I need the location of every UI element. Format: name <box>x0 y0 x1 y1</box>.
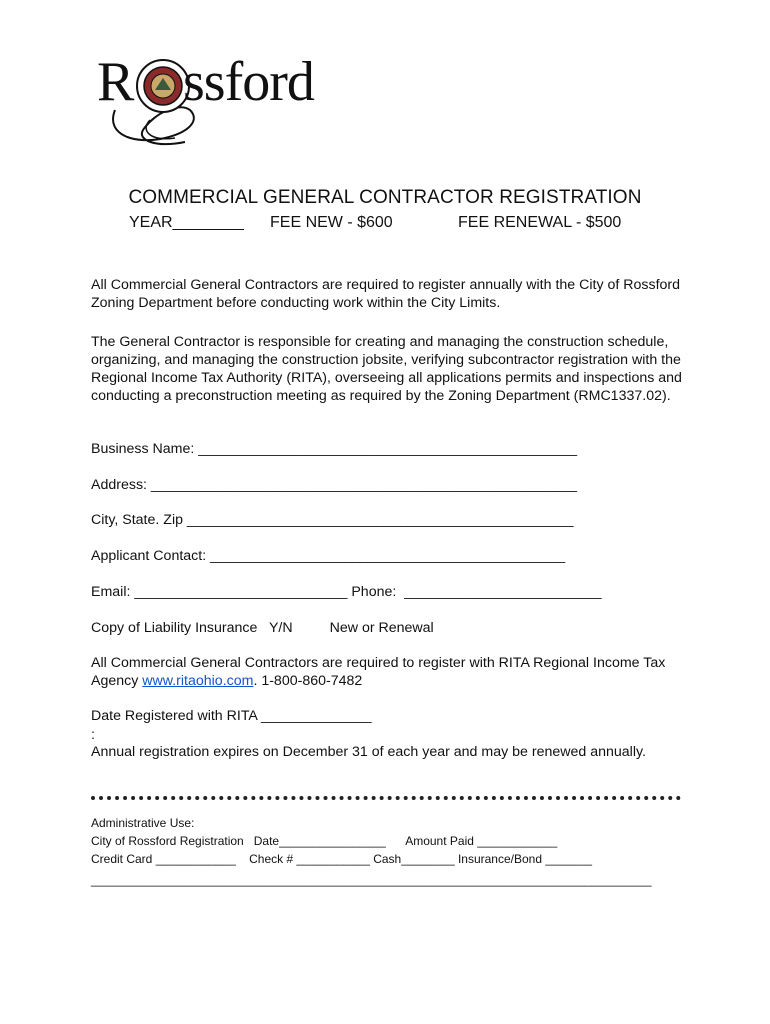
page-title: COMMERCIAL GENERAL CONTRACTOR REGISTRATION <box>128 187 642 208</box>
business-name-field: Business Name: ________________________________________________ <box>91 441 577 457</box>
phone-field: Phone: _________________________ <box>347 584 602 600</box>
admin-payment-line: Credit Card ____________ Check # ___________ Cash________ Insurance/Bond _______ <box>91 852 593 866</box>
logo-initial: R <box>97 51 134 113</box>
fee-renewal: FEE RENEWAL - $500 <box>458 214 622 231</box>
responsibility-paragraph: The General Contractor is responsible for creating and managing the construction schedule, organizing, and managing the construction jobsite, verifying subcontractor registration with the Regional Income Tax Authority (RITA), overseeing all applications permits and inspections and conducting a preconstruction meeting as required by the Zoning Department (RMC1337.02). <box>91 334 682 404</box>
city-state-zip-field: City, State. Zip _________________________________________________ <box>91 512 574 528</box>
new-or-renewal-label: New or Renewal <box>329 620 434 636</box>
expiry-paragraph: Annual registration expires on December 31 of each year and may be renewed annually. <box>91 744 646 760</box>
colon-mark: : <box>91 727 95 743</box>
address-field: Address: ______________________________________________________ <box>91 477 578 493</box>
admin-registration-line: City of Rossford Registration Date________________ Amount Paid ____________ <box>91 834 558 848</box>
applicant-contact-field: Applicant Contact: _____________________________________________ <box>91 548 566 564</box>
dotted-divider <box>91 796 681 800</box>
liability-insurance-label: Copy of Liability Insurance Y/N <box>91 620 293 636</box>
admin-heading: Administrative Use: <box>91 816 195 830</box>
email-field: Email: ___________________________ <box>91 584 348 600</box>
date-registered-field: Date Registered with RITA ______________ <box>91 708 372 724</box>
rossford-logo <box>95 50 314 148</box>
email-phone-row <box>91 583 601 601</box>
insurance-row <box>91 619 434 637</box>
year-field: YEAR________ <box>129 214 244 231</box>
intro-paragraph: All Commercial General Contractors are required to register annually with the City of Rossford Zoning Department before conducting work within the City Limits. <box>91 277 681 311</box>
admin-blank-line: ____________________________________________________________________________________ <box>91 873 652 887</box>
logo-wordmark: ssford <box>183 51 314 113</box>
rita-paragraph: All Commercial General Contractors are required to register with RITA Regional Income Tax Agency www.ritaohio.com. 1-800-860-7482 <box>91 655 666 689</box>
rita-link[interactable]: www.ritaohio.com <box>142 673 254 689</box>
fee-new: FEE NEW - $600 <box>270 214 393 231</box>
